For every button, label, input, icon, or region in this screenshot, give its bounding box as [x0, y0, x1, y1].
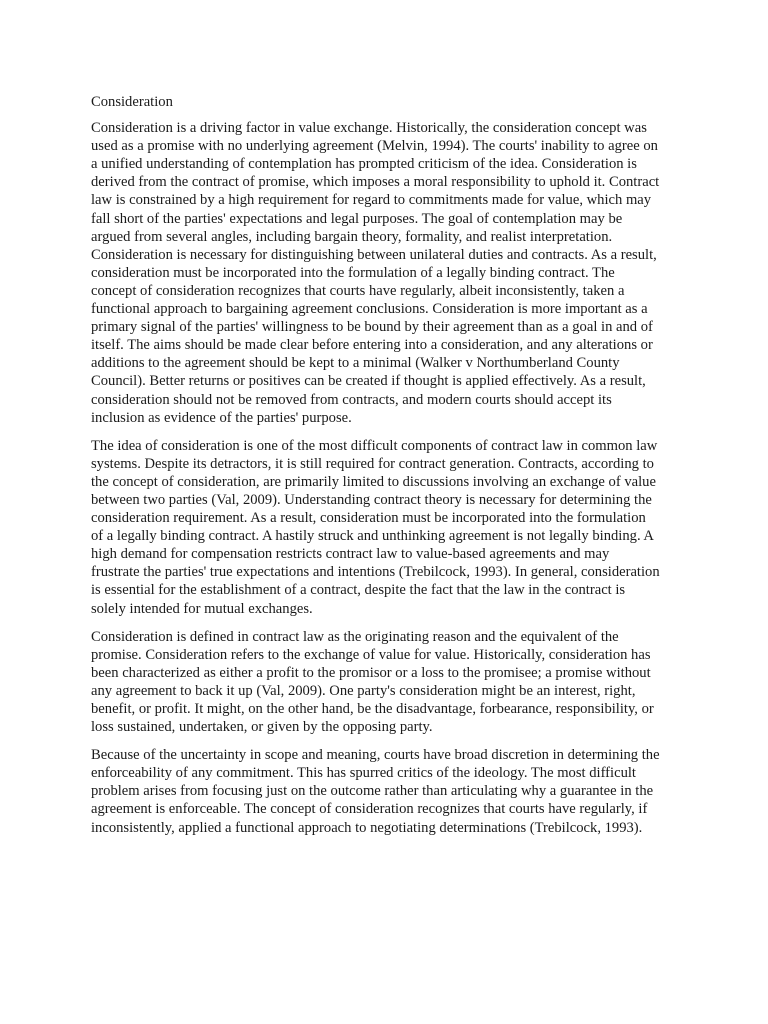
text-line: problem arises from focusing just on the outcome rather than articulating why a guarantee in the — [91, 783, 654, 800]
text-line: frustrate the parties' true expectations and intentions (Trebilcock, 1993). In general, consideration — [91, 564, 660, 581]
document-title: Consideration — [91, 94, 173, 110]
text-line: the concept of consideration, are primarily limited to discussions involving an exchange of value — [91, 473, 656, 490]
text-line: itself. The aims should be made clear before entering into a consideration, and any alterations or — [91, 337, 653, 354]
text-line: solely intended for mutual exchanges. — [91, 600, 313, 617]
paragraph — [91, 746, 681, 836]
text-line: a unified understanding of contemplation has prompted criticism of the idea. Consideration is — [91, 156, 637, 173]
text-line: high demand for compensation restricts contract law to value-based agreements and may — [91, 546, 610, 563]
text-line: Because of the uncertainty in scope and meaning, courts have broad discretion in determining the — [91, 747, 660, 764]
text-line: agreement is enforceable. The concept of consideration recognizes that courts have regularly, if — [91, 801, 648, 818]
text-line: fall short of the parties' expectations and legal purposes. The goal of contemplation may be — [91, 210, 623, 227]
text-line: Consideration is a driving factor in value exchange. Historically, the consideration concept was — [91, 120, 647, 137]
text-line: Council). Better returns or positives can be created if thought is applied effectively. As a result, — [91, 373, 646, 390]
text-line: between two parties (Val, 2009). Understanding contract theory is necessary for determining the — [91, 491, 652, 508]
text-line: of a legally binding contract. A hastily struck and unthinking agreement is not legally binding. A — [91, 528, 654, 545]
text-line: consideration should not be removed from contracts, and modern courts should accept its — [91, 391, 612, 408]
paragraph-list — [91, 119, 681, 837]
text-line: Consideration is necessary for distinguishing between unilateral duties and contracts. As a result, — [91, 246, 657, 263]
text-line: law is constrained by a high requirement for regard to commitments made for value, which may — [91, 192, 652, 209]
text-line: any agreement to back it up (Val, 2009). One party's consideration might be an interest, right, — [91, 682, 636, 699]
text-line: loss sustained, undertaken, or given by the opposing party. — [91, 719, 433, 736]
text-line: inconsistently, applied a functional approach to negotiating determinations (Trebilcock, 1993). — [91, 819, 643, 836]
document-body — [91, 93, 681, 847]
paragraph — [91, 119, 681, 427]
text-line: benefit, or profit. It might, on the other hand, be the disadvantage, forbearance, responsibility, or — [91, 701, 654, 717]
text-line: derived from the contract of promise, which imposes a moral responsibility to uphold it. Contract — [91, 174, 660, 191]
text-line: functional approach to bargaining agreement conclusions. Consideration is more important as a — [91, 301, 648, 318]
text-line: consideration must be incorporated into the formulation of a legally binding contract. The — [91, 264, 615, 281]
text-line: been characterized as either a profit to the promisor or a loss to the promisee; a promise without — [91, 664, 651, 681]
text-line: concept of consideration recognizes that courts have regularly, albeit inconsistently, taken a — [91, 282, 625, 299]
text-line: used as a promise with no underlying agreement (Melvin, 1994). The courts' inability to agree on — [91, 138, 658, 155]
text-line: enforceability of any commitment. This has spurred critics of the ideology. The most difficult — [91, 765, 636, 782]
text-line: primary signal of the parties' willingness to be bound by their agreement than as a goal in and of — [91, 319, 653, 336]
text-line: The idea of consideration is one of the most difficult components of contract law in common law — [91, 437, 658, 454]
paragraph — [91, 628, 681, 737]
text-line: promise. Consideration refers to the exchange of value for value. Historically, consideration has — [91, 646, 651, 663]
text-line: is essential for the establishment of a contract, despite the fact that the law in the contract is — [91, 582, 626, 599]
text-line: consideration requirement. As a result, consideration must be incorporated into the formulation — [91, 510, 646, 527]
text-line: argued from several angles, including bargain theory, formality, and realist interpretation. — [91, 228, 613, 245]
paragraph — [91, 437, 681, 618]
text-line: additions to the agreement should be kept to a minimal (Walker v Northumberland County — [91, 355, 620, 372]
text-line: systems. Despite its detractors, it is still required for contract generation. Contracts, according to — [91, 455, 654, 472]
text-line: Consideration is defined in contract law as the originating reason and the equivalent of the — [91, 628, 619, 645]
text-line: inclusion as evidence of the parties' purpose. — [91, 409, 352, 426]
